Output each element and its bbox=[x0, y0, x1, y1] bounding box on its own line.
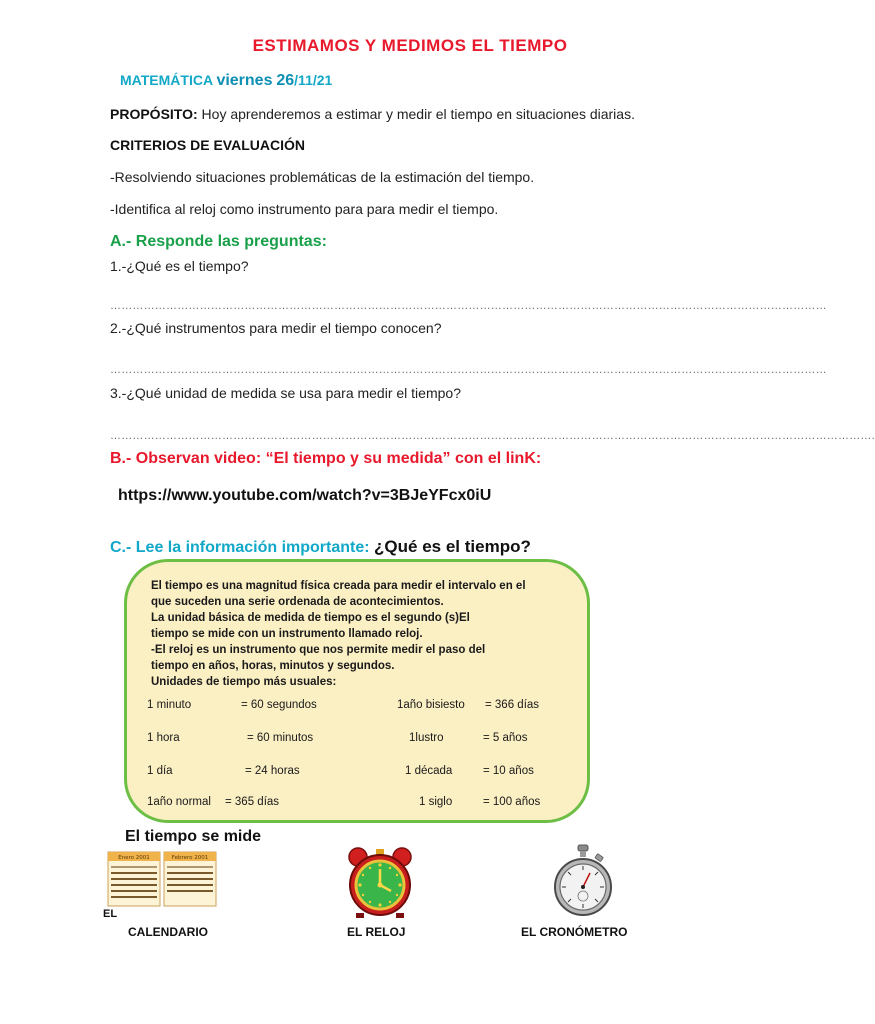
answer-line-1[interactable]: ………………………………………………………………………………………………………………………………………………………………………… bbox=[110, 300, 827, 312]
answer-line-2[interactable]: ………………………………………………………………………………………………………………………………………………………………………… bbox=[110, 364, 827, 376]
section-a-heading: A.- Responde las preguntas: bbox=[110, 233, 327, 250]
unit-left-value: = 365 días bbox=[225, 796, 280, 808]
info-line: -El reloj es un instrumento que nos permite medir el paso del bbox=[151, 644, 486, 656]
info-line: tiempo se mide con un instrumento llamado reloj. bbox=[151, 628, 423, 640]
answer-line-3[interactable]: ……………………………………………………………………………………………………………………………………………………………………………………. bbox=[110, 430, 875, 442]
unit-left-value: = 60 minutos bbox=[247, 732, 314, 744]
subject-date-rest: /11/21 bbox=[294, 72, 333, 88]
calendar-caption: CALENDARIO bbox=[128, 925, 208, 939]
criterio-item: -Resolviendo situaciones problemáticas de la estimación del tiempo. bbox=[110, 169, 535, 185]
info-line: Unidades de tiempo más usuales: bbox=[151, 676, 337, 688]
unit-right-value: = 100 años bbox=[483, 796, 541, 808]
unit-left-name: 1 hora bbox=[147, 732, 180, 744]
info-line: tiempo en años, horas, minutos y segundos. bbox=[151, 660, 395, 672]
info-box bbox=[124, 559, 590, 823]
question-1: 1.-¿Qué es el tiempo? bbox=[110, 258, 249, 274]
proposito-line bbox=[110, 106, 635, 122]
section-b-heading: B.- Observan video: “El tiempo y su medida” con el linK: bbox=[110, 450, 542, 467]
unit-right-name: 1lustro bbox=[409, 732, 444, 744]
subject-label: MATEMÁTICA bbox=[120, 72, 213, 88]
unit-left-value: = 24 horas bbox=[245, 765, 300, 777]
criterios-heading: CRITERIOS DE EVALUACIÓN bbox=[110, 137, 305, 153]
info-line: La unidad básica de medida de tiempo es el segundo (s)El bbox=[151, 612, 470, 624]
unit-right-name: 1 década bbox=[405, 765, 453, 777]
calendar-month-2: Febrero 2001 bbox=[171, 855, 209, 861]
question-2: 2.-¿Qué instrumentos para medir el tiempo conocen? bbox=[110, 320, 442, 336]
unit-left-name: 1 día bbox=[147, 765, 173, 777]
section-c-question: ¿Qué es el tiempo? bbox=[374, 537, 531, 556]
unit-left-name: 1año normal bbox=[147, 796, 211, 808]
calendar-icon bbox=[106, 850, 218, 908]
calendar-month-1: Enero 2001 bbox=[118, 855, 150, 861]
calendar-el-prefix: EL bbox=[103, 908, 118, 920]
instruments-heading: El tiempo se mide bbox=[125, 828, 262, 845]
stopwatch-icon bbox=[552, 843, 614, 919]
unit-right-name: 1año bisiesto bbox=[397, 699, 465, 711]
unit-right-value: = 366 días bbox=[485, 699, 540, 711]
info-line: que suceden una serie ordenada de acontecimientos. bbox=[151, 596, 444, 608]
unit-right-name: 1 siglo bbox=[419, 796, 453, 808]
unit-right-value: = 5 años bbox=[483, 732, 528, 744]
unit-left-value: = 60 segundos bbox=[241, 699, 317, 711]
video-link[interactable]: https://www.youtube.com/watch?v=3BJeYFcx0iU bbox=[118, 487, 492, 504]
clock-caption: EL RELOJ bbox=[347, 925, 406, 939]
criterio-item: -Identifica al reloj como instrumento para para medir el tiempo. bbox=[110, 201, 499, 217]
subject-line bbox=[120, 72, 332, 90]
proposito-text: Hoy aprenderemos a estimar y medir el tiempo en situaciones diarias. bbox=[201, 106, 635, 122]
alarm-clock-icon bbox=[338, 847, 422, 919]
section-c-label: C.- Lee la información importante: bbox=[110, 539, 370, 556]
page-title: ESTIMAMOS Y MEDIMOS EL TIEMPO bbox=[252, 36, 568, 55]
subject-day-number: 26 bbox=[276, 72, 295, 89]
unit-left-name: 1 minuto bbox=[147, 699, 192, 711]
subject-day: viernes bbox=[216, 72, 273, 89]
info-line: El tiempo es una magnitud física creada para medir el intervalo en el bbox=[151, 580, 526, 592]
stopwatch-caption: EL CRONÓMETRO bbox=[521, 925, 628, 939]
question-3: 3.-¿Qué unidad de medida se usa para medir el tiempo? bbox=[110, 385, 461, 401]
proposito-label: PROPÓSITO: bbox=[110, 106, 198, 122]
unit-right-value: = 10 años bbox=[483, 765, 534, 777]
section-c-heading bbox=[110, 537, 531, 557]
